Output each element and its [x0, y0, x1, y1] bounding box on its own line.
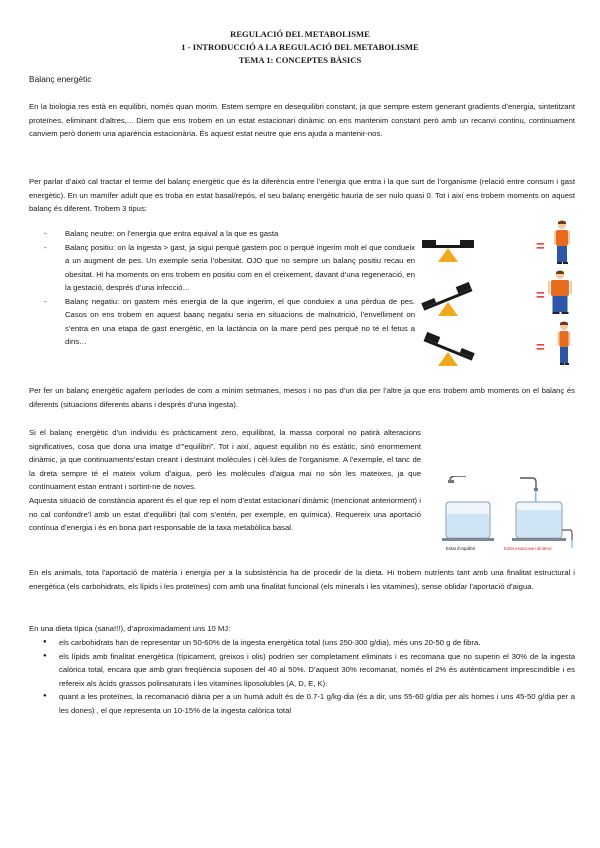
- paragraph-balance-period: Per fer un balanç energètic agafem períodes de com a mínim setmanes, mesos i no pas d’un dia per l’altre ja que ens trobem amb moments on el balanç és diferents (situacions diferents abans i després d’una ingesta).: [29, 386, 575, 409]
- equals-sign: =: [536, 287, 545, 304]
- person-icon: [554, 221, 570, 265]
- list-item: - Balanç negatiu: on gastem més energia de la que ingerim, el que conduiex a una pèrdua de pes. Casos on ens trobem en aquest baanç negatiu seria en situacions de malnutrició, l’envelliment on s’entra en una etapa de gast energètic, en la lactància on la mare perd pes perquè no té el fetus a dins…: [29, 295, 415, 349]
- diet-list: [29, 636, 575, 717]
- list-item: ● els lípids amb finalitat energètica (típicament, greixos i olis) podrien ser completament eliminats i es recomana que no superin el 30% de la ingesta calòrica total, encara que amb gran freqüència suposen del 40 al 50%. D’aquest 30% recomanat, només el 2% és autènticament imprescindible i es refereix als àcids grassos polinsaturats i les vitamines liposolubles (A, D, E, K).: [29, 650, 575, 691]
- tank-caption-right: Estat estacionari dinàmic: [504, 546, 552, 551]
- person-icon: [558, 322, 571, 366]
- topic-title: TEMA 1: CONCEPTES BÀSICS: [238, 55, 362, 65]
- balance-types-list: [29, 227, 415, 349]
- balance-negative: [424, 322, 571, 367]
- list-item: ● els carbohidrats han de representar un 50-60% de la ingesta energètica total (uns 250-300 g/dia), més uns 20-50 g de fibra.: [29, 636, 575, 650]
- paragraph-dynamic-equilibrium: Si el balanç energètic d’un individu és pràcticament zero, equilibrat, la massa corporal no patirà alteracions significatives, cosa que dona una imatge d’”equilibri”. Tot i així, aquest equilibri no és estàtic, sinó enormement dinàmic, ja que continuaments’estan creant i destruint molècules i cèl·lules de l’organisme. A l’exemple, el tanc de la dreta sempre té el mateix volum d’aigua, però les molècules d’aigua mai no són les mateixes, ja que contínuament estan entrant i sortint-ne de noves.: [29, 428, 421, 491]
- tank-caption-left: Estat d’equilibri: [446, 546, 476, 551]
- static-tank: [442, 476, 494, 541]
- list-item: ● quant a les proteïnes, la recomanació diària per a un humà adult és de 0.7-1 g/kg·dia (és a dir, uns 55-60 g/dia per als homes i uns 45-50 g/dia per a les dones) , el que representa un 10-15% de la ingesta calòrica total: [29, 690, 575, 717]
- tank-figure: [436, 476, 576, 554]
- person-icon: [548, 271, 572, 315]
- balance-illustration: [418, 218, 578, 368]
- paragraph-diet: En els animals, tota l’aportació de matèria i energia per a la subsistència ha de procedir de la dieta. Hi trobem nutrients tant amb una finalitat estructural i energètica (els carbohidrats, els lípids i les proteïnes) com amb una finalitat funcional (els minerals i les vitamines), sense oblidar l’aportació d’aigua.: [29, 568, 575, 591]
- document-title: REGULACIÓ DEL METABOLISME: [230, 29, 370, 39]
- paragraph-typical-diet: En una dieta típica (sana!!!), d’aproximadament uns 10 MJ:: [29, 624, 231, 633]
- equals-sign: =: [536, 238, 545, 255]
- title-block: [0, 28, 600, 67]
- tank-illustration: [436, 476, 576, 554]
- list-item: - Balanç neutre: on l’energia que entra equival a la que es gasta: [29, 227, 415, 241]
- unit-title: 1 - INTRODUCCIÓ A LA REGULACIÓ DEL METABOLISME: [181, 42, 419, 52]
- paragraph-steady-state: Aquesta situació de constància aparent és el que rep el nom d’estat estacionari dinàmic (mencionat anteriorment) i no cal confondre’l amb un estat d’equilibri (tal com s’entén, per exemple, en química). Requereix una aportació contínua d’energia i és en bona part responsable de la taxa metabòlica basal.: [29, 496, 421, 532]
- list-item: - Balanç positiu: on la ingesta > gast, ja sigui perquè gastem poc o perquè ingerim molt el que condueix a un augment de pes. Un exemple seria l’obesitat. OJO que no sempre un balanç positiu recau en obesitat. Hi ha moments on ens trobem en positiu com en el creixement, davant d’una regeneració, en la gestació, després d’una infecció…: [29, 241, 415, 295]
- paragraph-energy-balance: Per parlar d’això cal tractar el terme del balanç energètic que és la diferència entre l’energia que entra i la que surt de l’organisme (relació entre consum i gast energètic). En un mamífer adult que es troba en estat basal/repós, el seu balanç energètic hauria de ser nulo quasi 0. Tot i així ens trobem moments on aquest balanç és diferent. Trobem 3 tipus:: [29, 177, 575, 213]
- balance-figure: [418, 218, 578, 368]
- balance-neutral: [422, 221, 570, 265]
- balance-positive: [421, 271, 572, 317]
- dynamic-tank: [512, 478, 572, 548]
- paragraph-intro: En la biologia res està en equilibri, només quan morim. Estem sempre en desequilibri constant, ja que sempre estem generant gradients d’energia, sintetitzant proteïnes, eliminant d’altres,... Diem que ens trobem en un estat estacionari dinàmic on ens mantenim constant però amb un recanvi continu, continuament canviem però donem una aparència estacionària. És aquest estat neutre que ens ajuda a mantenir-nos.: [29, 102, 575, 138]
- section-heading: Balanç energètic: [29, 74, 92, 84]
- equals-sign: =: [536, 339, 545, 356]
